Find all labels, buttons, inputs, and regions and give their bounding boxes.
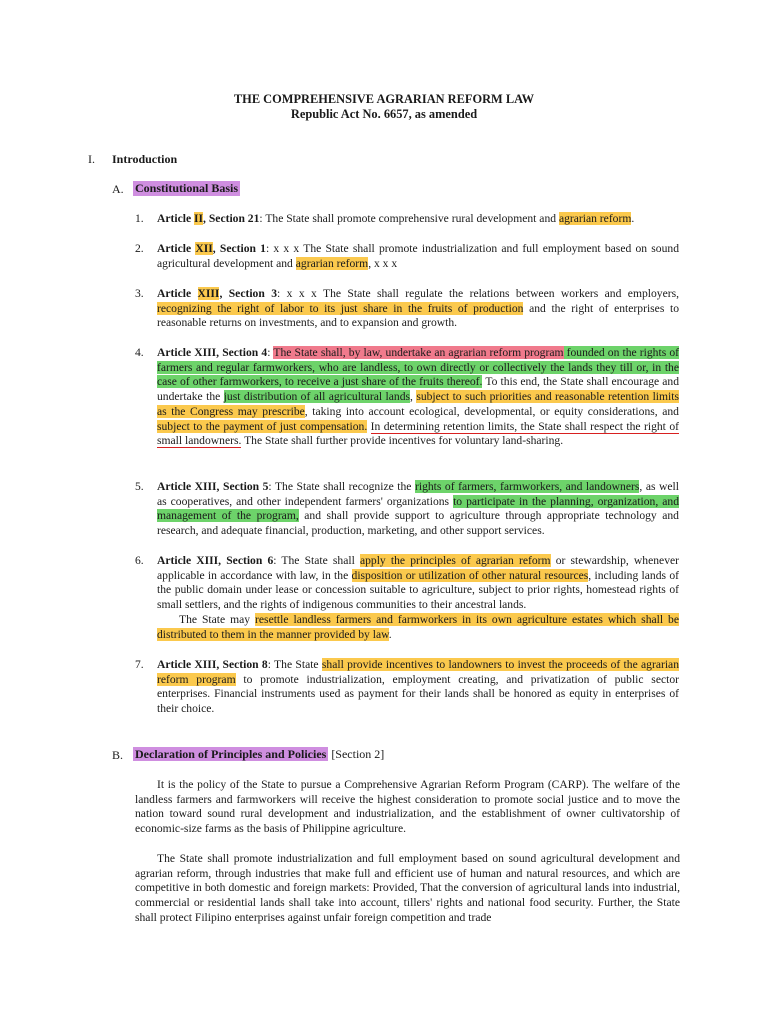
item-number: 7. — [135, 658, 144, 671]
underline-red: In determining retention limits, the State shall respect the right of small landowners. — [157, 419, 679, 448]
document-subtitle: Republic Act No. 6657, as amended — [290, 107, 478, 121]
item-body: Article XIII, Section 5: The State shall recognize the rights of farmers, farmworkers, and landowners, as well as cooperatives, and other independent farmers' organizations to participate in the planning, organization, and management of the program, and shall provide support to agriculture through appropriate technology and research, and adequate financial, production, marketing, and other support services. — [157, 480, 679, 538]
highlight-yellow: resettle landless farmers and farmworkers in its own agriculture estates which shall be distributed to them in the manner provided by law — [157, 612, 679, 641]
highlight-green: founded on the rights of farmers and regular farmworkers, who are landless, to own directly or collectively the lands they till or, in the case of other farmworkers, to receive a just share of the fruits thereof. — [157, 346, 680, 389]
policy-paragraph: It is the policy of the State to pursue a Comprehensive Agrarian Reform Program (CARP). The welfare of the landless farmers and farmworkers will receive the highest consideration to promote social justice and to move the nation toward sound rural development and industrialization, and the establishment of owner cultivatorship of economic-size farms as the basis of Philippine agriculture. — [135, 778, 680, 836]
subsection-letter: B. — [112, 748, 124, 762]
item-number: 1. — [135, 212, 144, 225]
section-reference: [Section 2] — [328, 747, 385, 761]
article-reference: Article XIII, Section 8 — [157, 658, 268, 671]
subsection-title: Constitutional Basis — [135, 181, 239, 195]
policy-paragraph: The State shall promote industrialization and full employment based on sound agricultural development and agrarian reform, through industries that make full and efficient use of human and natural resources, and which are competitive in both domestic and foreign markets: Provided, That the conversion of agricultural lands into industrial, commercial or residential lands shall take into account, tillers' rights and national food security. Further, the State shall protect Filipino enterprises against unfair foreign competition and trade — [135, 852, 680, 924]
section-title: Introduction — [112, 152, 178, 166]
item-number: 6. — [135, 554, 144, 567]
article-reference: Article XII, Section 1 — [157, 242, 266, 255]
item-body: Article II, Section 21: The State shall promote comprehensive rural development and agrarian reform. — [157, 212, 635, 225]
section-number: I. — [88, 152, 95, 166]
item-number: 2. — [135, 242, 144, 255]
item-body: Article XIII, Section 6: The State shall apply the principles of agrarian reform or stewardship, whenever applicable in accordance with law, in the disposition or utilization of other natural resources, including lands of the public domain under lease or concession suitable to agriculture, subject to prior rights, homestead rights of small settlers, and the rights of indigenous communities to their ancestral lands. The State may resettle landless farmers and farmworkers in its own agriculture estates which shall be distributed to them in the manner provided by law. — [157, 554, 679, 641]
item-number: 4. — [135, 346, 144, 359]
document-title: THE COMPREHENSIVE AGRARIAN REFORM LAW — [233, 92, 535, 106]
highlight: agrarian reform — [558, 212, 632, 225]
highlight-green: to participate in the planning, organization, and management of the program, — [157, 494, 679, 523]
highlight-red: The State shall, by law, undertake an agrarian reform program — [273, 346, 564, 359]
highlight-yellow: subject to the payment of just compensation. — [157, 419, 368, 433]
subsection-heading — [133, 747, 384, 762]
article-reference: Article II, Section 21 — [157, 212, 260, 225]
highlight-yellow: shall provide incentives to landowners to invest the proceeds of the agrarian reform program — [157, 658, 679, 686]
subsection-letter: A. — [112, 182, 124, 196]
item-number: 5. — [135, 480, 144, 493]
item-body: Article XIII, Section 4: The State shall, by law, undertake an agrarian reform program founded on the rights of farmers and regular farmworkers, who are landless, to own directly or collectively the lands they till or, in the case of other farmworkers, to receive a just share of the fruits thereof. To this end, the State shall encourage and undertake the just distribution of all agricultural lands, subject to such priorities and reasonable retention limits as the Congress may prescribe, taking into account ecological, developmental, or equity considerations, and subject to the payment of just compensation. In determining retention limits, the State shall respect the right of small landowners. The State shall further provide incentives for voluntary land-sharing. — [157, 346, 680, 448]
item-body: Article XIII, Section 8: The State shall provide incentives to landowners to invest the proceeds of the agrarian reform program to promote industrialization, employment creating, and privatization of public sector enterprises. Financial instruments used as payment for their lands shall be honored as equity in enterprises of their choice. — [157, 658, 679, 716]
highlight-green: rights of farmers, farmworkers, and landowners — [414, 480, 640, 493]
highlight: agrarian reform — [295, 256, 369, 270]
article-reference: Article XIII, Section 4 — [157, 346, 268, 359]
highlight-yellow: subject to such priorities and reasonable retention limits as the Congress may prescribe — [157, 390, 680, 418]
article-reference: Article XIII, Section 6 — [157, 554, 274, 567]
article-reference: Article XIII, Section 3 — [157, 287, 277, 300]
highlight-green: just distribution of all agricultural lands — [223, 390, 411, 404]
highlight: recognizing the right of labor to its just share in the fruits of production — [157, 301, 524, 315]
item-body: Article XII, Section 1: x x x The State shall promote industrialization and full employment based on sound agricultural development and agrarian reform, x x x — [157, 242, 679, 270]
highlight-yellow: disposition or utilization of other natural resources — [351, 568, 589, 582]
item-number: 3. — [135, 287, 144, 300]
article-reference: Article XIII, Section 5 — [157, 480, 269, 493]
highlight-yellow: apply the principles of agrarian reform — [359, 554, 551, 567]
subsection-title: Declaration of Principles and Policies — [135, 747, 327, 761]
item-body: Article XIII, Section 3: x x x The State shall regulate the relations between workers and employers, recognizing the right of labor to its just share in the fruits of production and the right of enterprises to reasonable returns on investments, and to expansion and growth. — [157, 287, 680, 330]
